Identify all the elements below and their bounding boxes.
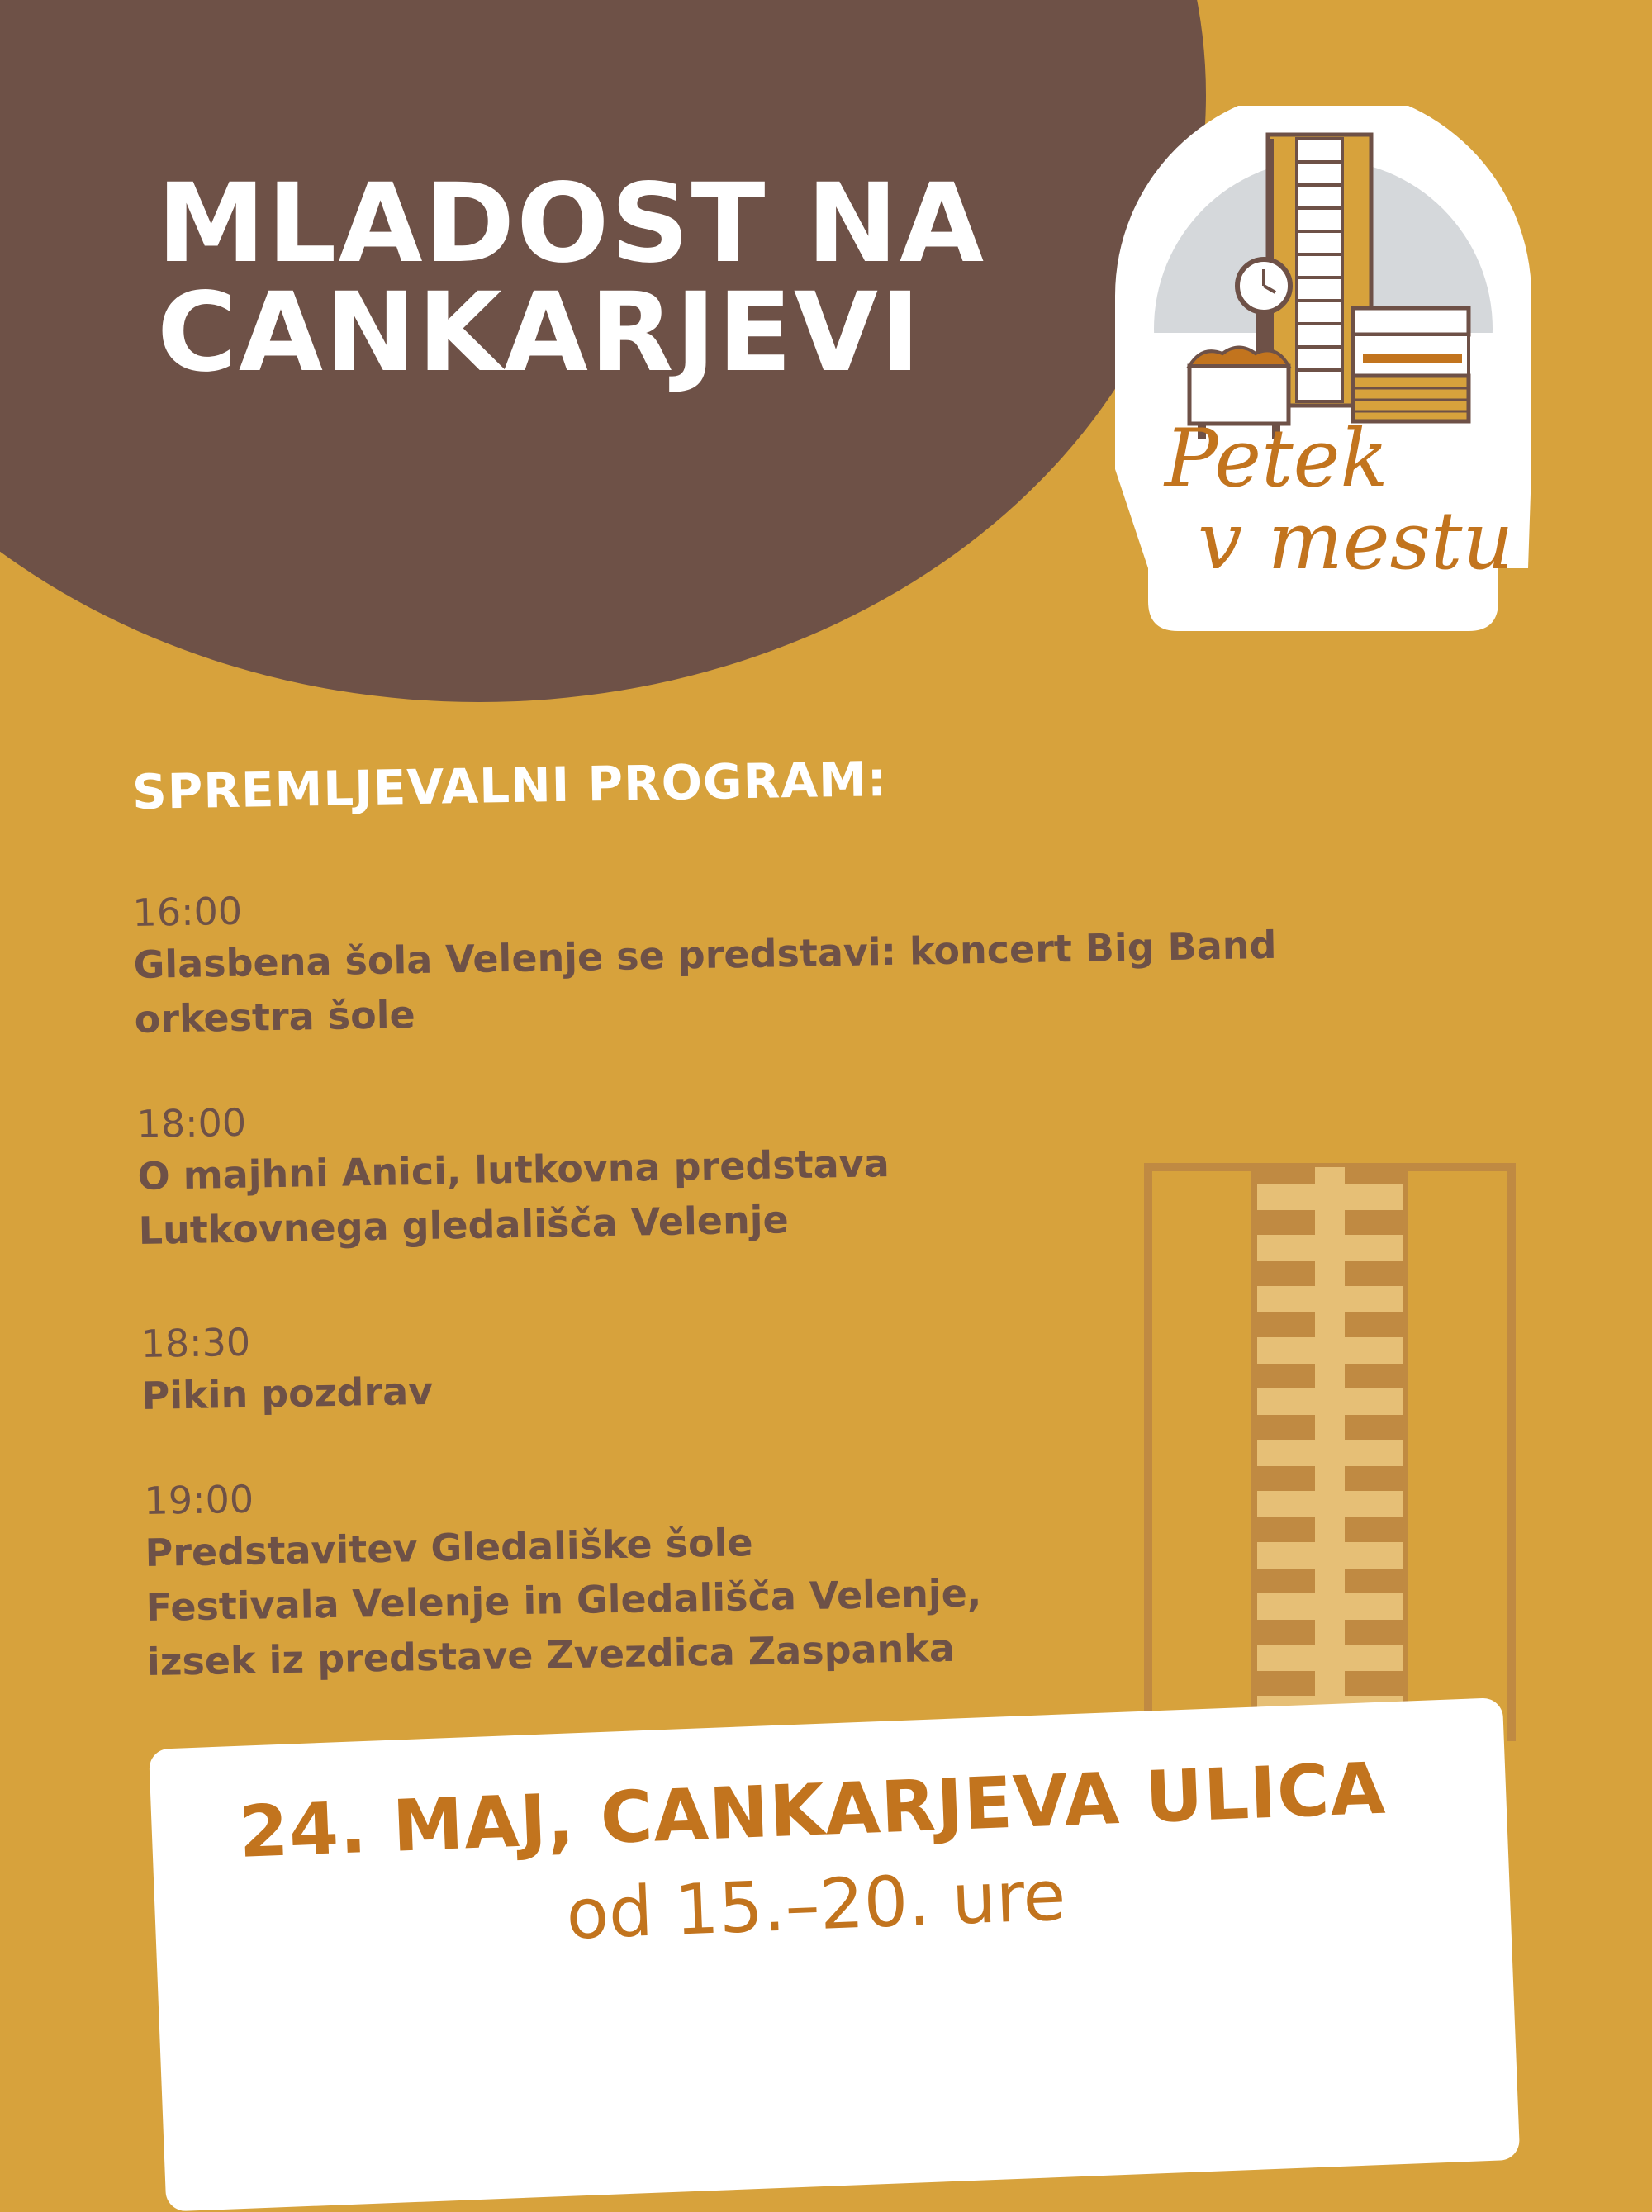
event-desc-line: O majhni Anici, lutkovna predstava	[137, 1141, 890, 1199]
program-event	[140, 1314, 434, 1423]
event-time: 16:00	[132, 888, 243, 935]
event-desc-line: Festivala Velenje in Gledališča Velenje,	[145, 1570, 982, 1630]
program-event	[144, 1461, 983, 1689]
event-date: 24. MAJ, CANKARJEVA ULICA	[237, 1747, 1388, 1874]
event-hours: od 15.–20. ure	[564, 1854, 1067, 1955]
petek-v-mestu-logo	[1099, 106, 1549, 634]
event-desc-line: Pikin pozdrav	[141, 1368, 434, 1418]
title-line-1: MLADOST NA	[157, 160, 986, 287]
logo-text-line-2: v mestu	[1198, 495, 1514, 587]
event-time: 18:00	[136, 1099, 247, 1146]
program-event	[136, 1086, 890, 1258]
date-card	[149, 1697, 1520, 2212]
logo-text-line-1: Petek	[1165, 412, 1389, 505]
event-desc-line: izsek iz predstave Zvezdica Zaspanka	[146, 1625, 956, 1684]
event-time: 19:00	[144, 1476, 254, 1523]
event-desc-line: Glasbena šola Velenje se predstavi: koncert Big Band	[133, 922, 1277, 987]
program-heading: SPREMLJEVALNI PROGRAM:	[131, 751, 888, 820]
title-line-2: CANKARJEVI	[157, 269, 923, 396]
program-event	[132, 868, 1278, 1047]
event-time: 18:30	[140, 1319, 251, 1366]
event-desc-line: Lutkovnega gledališča Velenje	[138, 1197, 790, 1253]
event-desc-line: orkestra šole	[134, 992, 416, 1042]
page-title	[157, 160, 986, 396]
tower-building-icon	[1144, 1163, 1516, 1741]
event-desc-line: Predstavitev Gledališke šole	[145, 1520, 753, 1575]
